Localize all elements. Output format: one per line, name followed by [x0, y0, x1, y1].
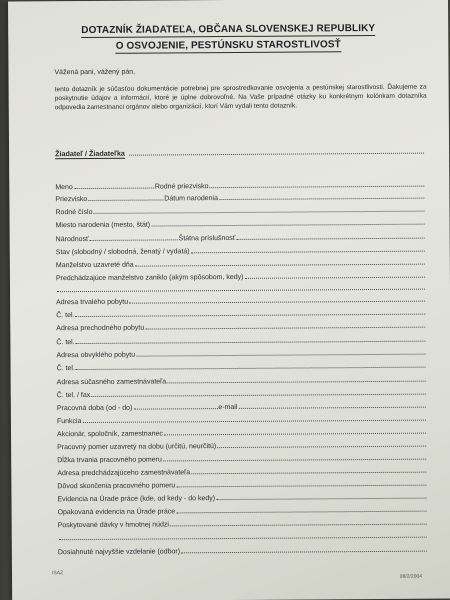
form-row-pracovny-pomer[interactable]: [57, 440, 427, 452]
field-blank[interactable]: [75, 308, 425, 317]
field-blank-2[interactable]: [236, 232, 424, 240]
field-label: Č. tel.: [56, 312, 75, 320]
field-label: Národnosť: [55, 235, 89, 244]
field-label: Č. tel.: [56, 339, 75, 347]
applicant-field[interactable]: [55, 147, 425, 160]
document-title-line1: DOTAZNÍK ŽIADATEĽA, OBČANA SLOVENSKEJ REPUBLIKY: [81, 22, 376, 37]
field-label: Pracovná doba (od - do): [56, 404, 133, 413]
field-blank[interactable]: [74, 182, 154, 190]
field-label: Adresa predchádzajúceho zamestnávateľa: [57, 469, 191, 478]
field-blank[interactable]: [145, 321, 425, 330]
greeting: Vážená pani, vážený pán,: [54, 68, 136, 77]
form-row-stav[interactable]: [56, 245, 426, 257]
field-label: Akcionár, spoločník, zamestnanec: [57, 430, 163, 439]
applicant-blank[interactable]: [129, 147, 424, 156]
field-label-2: e-mail: [218, 403, 238, 412]
field-blank[interactable]: [90, 233, 178, 241]
form-row-tel-2[interactable]: [56, 335, 426, 347]
form-row-tel-fax[interactable]: [57, 388, 427, 400]
field-blank-2[interactable]: [209, 180, 424, 188]
field-label: Rodné číslo: [55, 208, 93, 217]
field-label: Stav (slobodný / slobodná, ženatý / vydatá): [55, 248, 190, 257]
field-blank[interactable]: [129, 295, 425, 304]
field-label: Meno: [55, 184, 73, 192]
form-row-zamestnavatel[interactable]: [57, 375, 427, 387]
form-row-opakovana-evidencia[interactable]: [58, 505, 428, 517]
form-row-dlzka-pomeru[interactable]: [57, 453, 427, 465]
field-blank[interactable]: [244, 271, 425, 279]
field-blank[interactable]: [57, 283, 425, 293]
form-row-vzdelanie[interactable]: [58, 545, 428, 557]
form-row-pracovna-doba[interactable]: [57, 401, 427, 413]
field-label: Miesto narodenia (mesto, štát): [55, 221, 151, 230]
field-label: Č. tel. / fax: [56, 391, 91, 400]
field-label: Poskytované dávky v hmotnej núdzi: [57, 521, 169, 530]
form-row-meno[interactable]: [55, 180, 425, 192]
field-label: Č. tel.: [56, 365, 75, 373]
form-row-funkcia[interactable]: [57, 414, 427, 426]
field-label: Priezvisko: [55, 195, 88, 204]
field-blank[interactable]: [170, 518, 427, 527]
form-row-narodnost[interactable]: [56, 232, 426, 244]
field-label: Dôvod skončenia pracovného pomeru: [57, 482, 176, 491]
field-blank[interactable]: [136, 348, 425, 357]
field-label-2: Dátum narodenia: [164, 195, 219, 203]
field-blank[interactable]: [76, 361, 426, 370]
field-blank[interactable]: [59, 531, 427, 541]
field-label: Adresa prechodného pobytu: [56, 324, 145, 333]
form-row-dovod-skoncenia[interactable]: [57, 479, 427, 491]
field-blank[interactable]: [76, 335, 426, 344]
questionnaire-page: [8, 0, 450, 600]
field-blank[interactable]: [167, 375, 426, 384]
field-label-2: Rodné priezvisko: [154, 183, 209, 191]
field-label: Opakovaná evidencia na Úrade práce: [57, 508, 176, 517]
field-blank[interactable]: [216, 492, 426, 500]
field-blank[interactable]: [82, 414, 426, 423]
footer-code: ISAZ: [51, 570, 64, 577]
field-label: Evidencia na Úrade práce (kde, od kedy - do kedy): [57, 495, 216, 504]
form-row-tel-3[interactable]: [57, 361, 427, 373]
field-label: Adresa súčasného zamestnávateľa: [56, 378, 167, 387]
form-row-akcionar[interactable]: [57, 427, 427, 439]
field-blank[interactable]: [164, 427, 426, 436]
form-row-continuation[interactable]: [56, 283, 426, 293]
field-blank[interactable]: [176, 505, 427, 514]
form-row-obvykly-pobyt[interactable]: [56, 348, 426, 360]
form-row-manzelstvo[interactable]: [56, 258, 426, 270]
form-row-trvaly-pobyt[interactable]: [56, 295, 426, 307]
field-label: Pracovný pomer uzavretý na dobu (určitú, neurčitú): [57, 443, 217, 452]
form-row-tel-1[interactable]: [56, 308, 426, 320]
field-blank-2[interactable]: [238, 401, 425, 409]
field-label-2: Štátna príslušnosť: [178, 234, 236, 243]
applicant-label: Žiadateľ / Žiadateľka: [55, 148, 125, 159]
field-label: Predchádzajúce manželstvo zaniklo (akým spôsobom, kedy): [55, 273, 244, 283]
field-blank[interactable]: [163, 453, 426, 462]
field-blank[interactable]: [191, 466, 426, 475]
form-row-predchadzajuce-manzelstvo[interactable]: [56, 271, 426, 283]
form-row-davky[interactable]: [58, 518, 428, 530]
field-blank[interactable]: [217, 440, 426, 448]
field-blank[interactable]: [135, 258, 425, 267]
field-blank-2[interactable]: [219, 192, 424, 200]
form-row-rodne-cislo[interactable]: [55, 205, 425, 217]
field-blank[interactable]: [91, 388, 426, 397]
field-blank[interactable]: [176, 479, 426, 488]
field-blank[interactable]: [133, 402, 217, 410]
form-row-priezvisko[interactable]: [55, 192, 425, 204]
field-label: Adresa trvalého pobytu: [56, 298, 129, 307]
field-blank[interactable]: [151, 218, 424, 227]
field-label: Dĺžka trvania pracovného pomeru: [57, 456, 162, 465]
field-label: Manželstvo uzavreté dňa: [55, 261, 134, 270]
document-title-line2: O OSVOJENIE, PESTÚNSKU STAROSTLIVOSŤ: [115, 39, 341, 52]
field-blank[interactable]: [88, 193, 163, 201]
form-row-predchadzajuci-zamestnavatel[interactable]: [57, 466, 427, 478]
footer-date: 08/2/2004: [399, 573, 423, 580]
field-blank[interactable]: [191, 245, 425, 254]
form-row-blank[interactable]: [58, 531, 428, 541]
field-blank[interactable]: [181, 545, 427, 554]
field-label: Adresa obvyklého pobytu: [56, 351, 136, 360]
intro-paragraph: tento dotazník je súčasťou dokumentácie potrebnej pre sprostredkovanie osvojenia a pestúnskej starostlivosti. Ďakujeme za poskytnutie údajov a informácií, ktoré je úplne dobrovoľné. Na Vaše prípadné otázky ku konkrétnym kolónkam dotazníka odpovedia zamestnanci orgánov alebo organizácií, ktorí Vám vydali tento dotazník.: [54, 83, 427, 112]
field-blank[interactable]: [93, 205, 424, 214]
field-label: Funkcia: [56, 418, 82, 426]
form-row-prechodny-pobyt[interactable]: [56, 321, 426, 333]
field-label: Dosiahnuté najvyššie vzdelanie (odbor): [57, 548, 181, 557]
form-row-evidencia[interactable]: [57, 492, 427, 504]
form-row-miesto-narodenia[interactable]: [56, 218, 426, 230]
